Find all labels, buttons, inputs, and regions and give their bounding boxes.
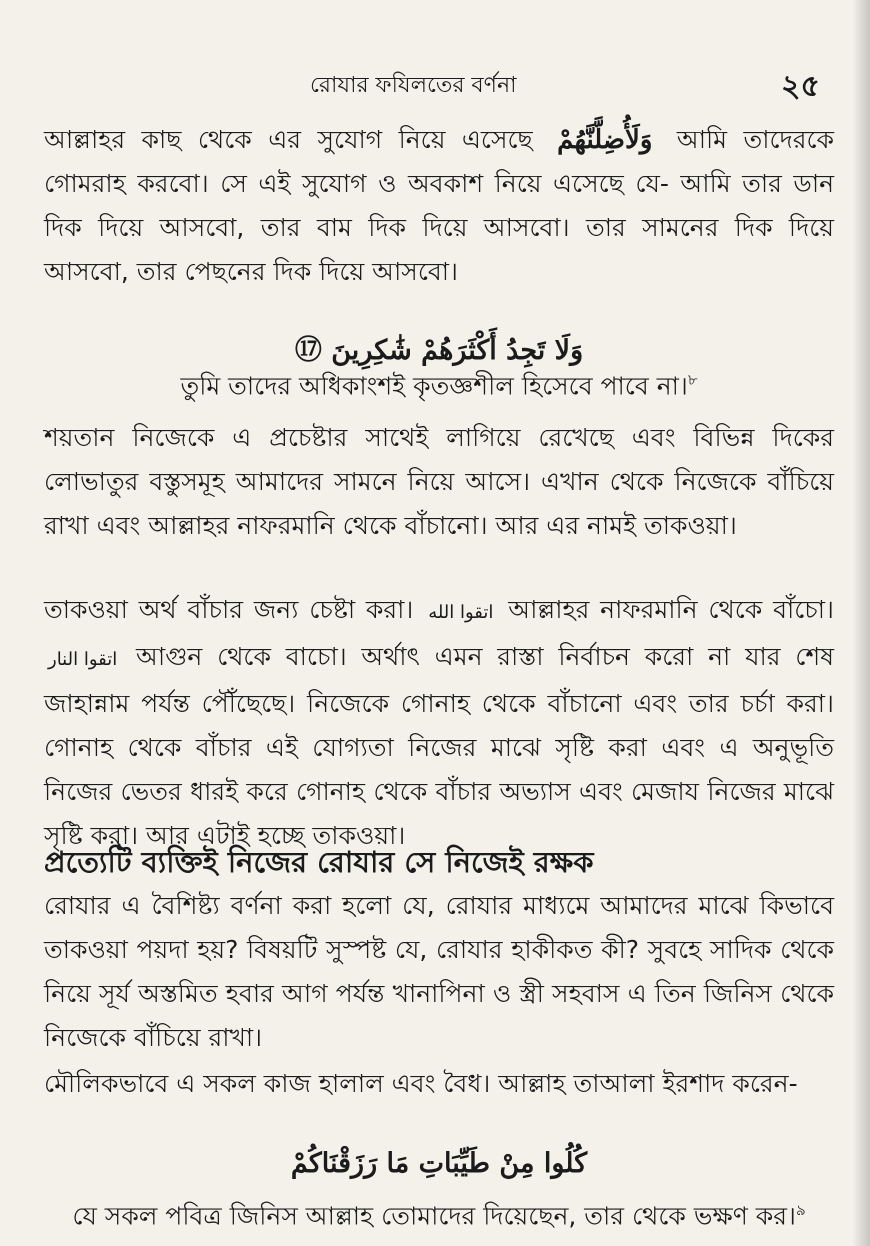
paragraph-1: [44, 118, 834, 294]
paragraph-3-text-c: আগুন থেকে বাচো। অর্থাৎ এমন রাস্তা নির্বাচন করো না যার শেষ জাহান্নাম পর্যন্ত পৌঁছেছে। নিজেকে গোনাহ থেকে বাঁচানো এবং তার চর্চা করা। গোনাহ থেকে বাঁচার এই যোগ্যতা নিজের মাঝে সৃষ্টি করা এবং এ অনুভূতি নিজের ভেতর ধারই করে গোনাহ থেকে বাঁচার অভ্যাস এবং মেজায নিজের মাঝে সৃষ্টি করা। আর এটাই হচ্ছে তাকওয়া।: [44, 642, 834, 850]
arabic-phrase-1: وَلَأُضِلَّنَّهُمْ: [557, 125, 653, 155]
footnote-marker-9: ৯: [795, 1201, 806, 1219]
page-edge-shadow: [852, 0, 870, 1246]
quran-verse-1: وَلَا تَجِدُ أَكْثَرَهُمْ شَٰكِرِينَ ⑰: [294, 335, 584, 366]
verse-2-translation: [44, 1190, 834, 1236]
paragraph-3-text-b: আল্লাহর নাফরমানি থেকে বাঁচো।: [508, 595, 834, 624]
paragraph-3: [44, 588, 834, 858]
arabic-phrase-3: اتقوا النار: [48, 649, 118, 670]
paragraph-2: শয়তান নিজেকে এ প্রচেষ্টার সাথেই লাগিয়ে রেখেছে এবং বিভিন্ন দিকের লোভাতুর বস্তুসমূহ আমাদের সামনে নিয়ে আসে। এখান থেকে নিজেকে বাঁচিয়ে রাখা এবং আল্লাহর নাফরমানি থেকে বাঁচানো। আর এর নামই তাকওয়া।: [44, 423, 834, 540]
quran-verse-2: كُلُوا مِنْ طَيِّبَاتِ مَا رَزَقْنَاكُمْ: [290, 1148, 588, 1179]
page-number: ২৫: [781, 69, 820, 104]
page-header: [300, 62, 820, 102]
paragraph-1-text-b: আমি তাদেরকে গোমরাহ করবো। সে এই সুযোগ ও অবকাশ নিয়ে এসেছে যে- আমি তার ডান দিক দিয়ে আসবো, তার বাম দিক দিয়ে আসবো। তার সামনের দিক দিয়ে আসবো, তার পেছনের দিক দিয়ে আসবো।: [44, 125, 835, 286]
footnote-marker-8: ৮: [687, 371, 698, 389]
verse-1-translation-text: তুমি তাদের অধিকাংশই কৃতজ্ঞশীল হিসেবে পাবে না।: [180, 371, 688, 401]
paragraph-4: রোযার এ বৈশিষ্ট্য বর্ণনা করা হলো যে, রোযার মাধ্যমে আমাদের মাঝে কিভাবে তাকওয়া পয়দা হয়? বিষয়টি সুস্পষ্ট যে, রোযার হাকীকত কী? সুবহে সাদিক থেকে নিয়ে সূর্য অস্তমিত হবার আগ পর্যন্ত খানাপিনা ও স্ত্রী সহবাস এ তিন জিনিস থেকে নিজেকে বাঁচিয়ে রাখা।: [44, 891, 834, 1052]
verse-1-translation: [44, 360, 834, 406]
arabic-phrase-2: اتقوا الله: [428, 602, 494, 623]
paragraph-5: মৌলিকভাবে এ সকল কাজ হালাল এবং বৈধ। আল্লাহ তাআলা ইরশাদ করেন-: [44, 1069, 798, 1098]
paragraph-1-text-a: আল্লাহর কাছ থেকে এর সুযোগ নিয়ে এসেছে: [44, 125, 533, 154]
running-header-title: রোযার ফযিলতের বর্ণনা: [310, 73, 517, 98]
verse-2-translation-text: যে সকল পবিত্র জিনিস আল্লাহ তোমাদের দিয়েছেন, তার থেকে ভক্ষণ কর।: [72, 1201, 796, 1231]
paragraph-3-text-a: তাকওয়া অর্থ বাঁচার জন্য চেষ্টা করা।: [44, 595, 414, 624]
section-heading: প্রত্যেটি ব্যক্তিই নিজের রোযার সে নিজেই রক্ষক: [44, 845, 594, 879]
